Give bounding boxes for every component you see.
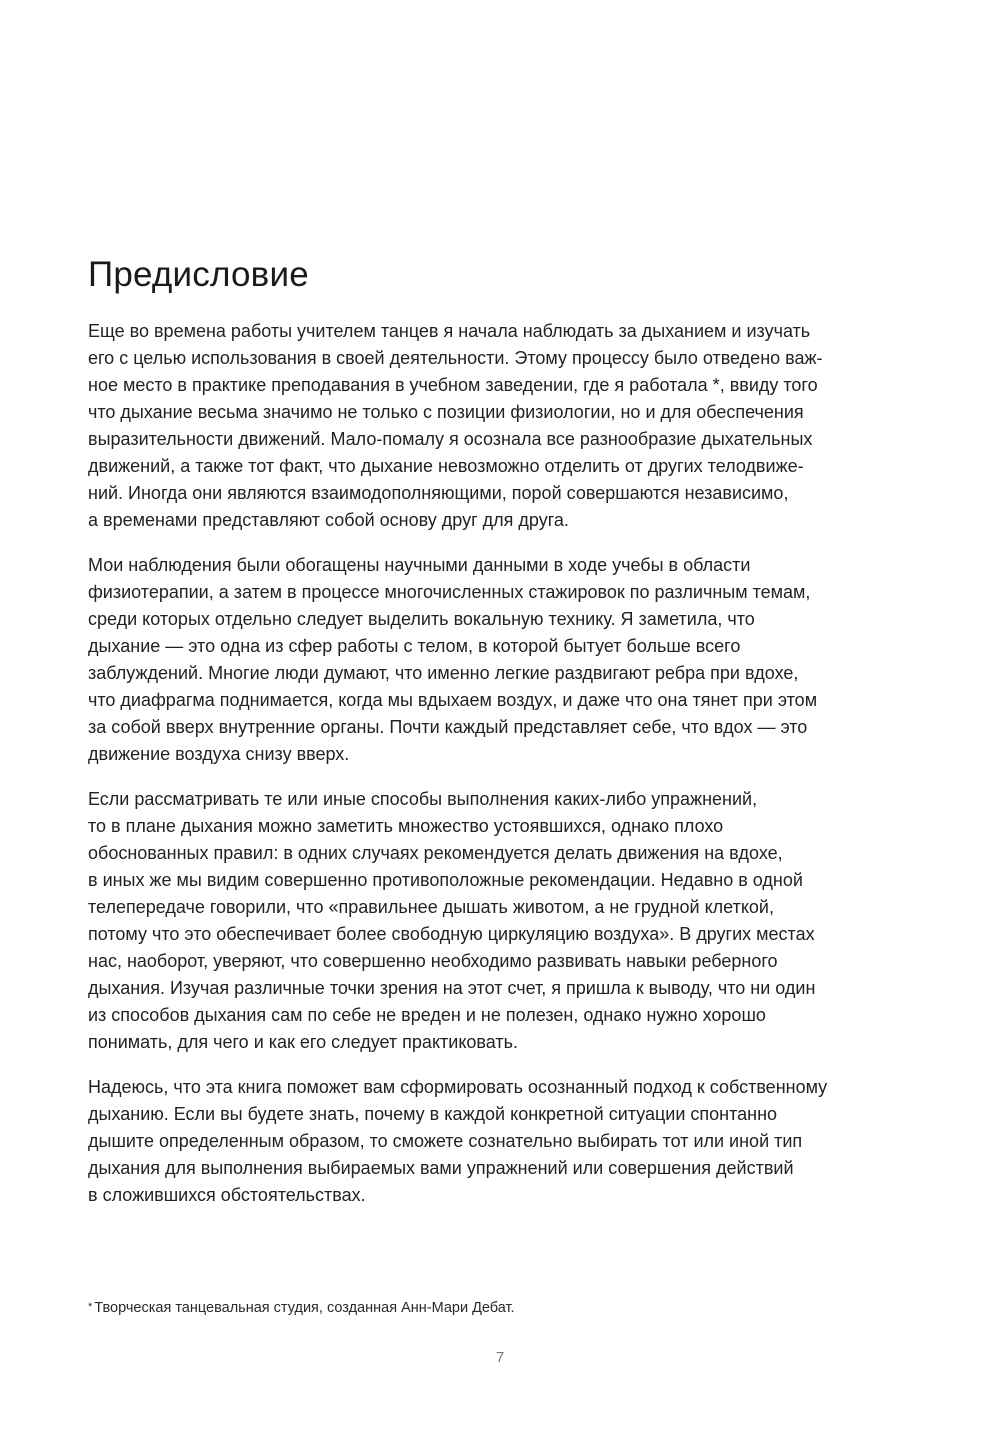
text-line: Мои наблюдения были обогащены научными данными в ходе учебы в области [88,555,751,575]
text-line: нас, наоборот, уверяют, что совершенно необходимо развивать навыки реберного [88,951,778,971]
text-line: выразительности движений. Мало-помалу я осознала все разнообразие дыхательных [88,429,813,449]
text-line: ний. Иногда они являются взаимодополняющими, порой совершаются независимо, [88,483,789,503]
text-line: дышите определенным образом, то сможете сознательно выбирать тот или иной тип [88,1131,803,1151]
paragraph-1 [88,318,900,534]
text-line: дыхания для выполнения выбираемых вами упражнений или совершения действий [88,1158,794,1178]
text-line: дыханию. Если вы будете знать, почему в каждой конкретной ситуации спонтанно [88,1104,778,1124]
text-line: движение воздуха снизу вверх. [88,744,350,764]
text-line: дыхания. Изучая различные точки зрения на этот счет, я пришла к выводу, что ни один [88,978,816,998]
paragraph-3 [88,786,900,1056]
text-line: Еще во времена работы учителем танцев я начала наблюдать за дыханием и изучать [88,321,811,341]
text-line: физиотерапии, а затем в процессе многочисленных стажировок по различным темам, [88,582,811,602]
paragraph-4 [88,1074,900,1209]
footnote [88,1298,515,1318]
preface-body [88,318,900,1227]
footnote-mark: * [88,1301,93,1313]
text-line: заблуждений. Многие люди думают, что именно легкие раздвигают ребра при вдохе, [88,663,799,683]
text-line: за собой вверх внутренние органы. Почти каждый представляет себе, что вдох — это [88,717,808,737]
text-line: а временами представляют собой основу друг для друга. [88,510,569,530]
text-line: телепередаче говорили, что «правильнее дышать животом, а не грудной клеткой, [88,897,774,917]
page-title: Предисловие [88,255,309,294]
text-line: потому что это обеспечивает более свободную циркуляцию воздуха». В других местах [88,924,815,944]
page-number: 7 [495,1349,505,1366]
text-line: движений, а также тот факт, что дыхание невозможно отделить от других телодвиже- [88,456,804,476]
text-line: среди которых отдельно следует выделить вокальную технику. Я заметила, что [88,609,755,629]
paragraph-2 [88,552,900,768]
text-line: из способов дыхания сам по себе не вреден и не полезен, однако нужно хорошо [88,1005,766,1025]
text-line: что дыхание весьма значимо не только с позиции физиологии, но и для обеспечения [88,402,804,422]
text-line: что диафрагма поднимается, когда мы вдыхаем воздух, и даже что она тянет при этом [88,690,818,710]
text-line: Надеюсь, что эта книга поможет вам сформировать осознанный подход к собственному [88,1077,828,1097]
text-line: понимать, для чего и как его следует практиковать. [88,1032,519,1052]
text-line: то в плане дыхания можно заметить множество устоявшихся, однако плохо [88,816,724,836]
text-line: дыхание — это одна из сфер работы с телом, в которой бытует больше всего [88,636,741,656]
text-line: в иных же мы видим совершенно противоположные рекомендации. Недавно в одной [88,870,803,890]
text-line: Если рассматривать те или иные способы выполнения каких-либо упражнений, [88,789,758,809]
text-line: обоснованных правил: в одних случаях рекомендуется делать движения на вдохе, [88,843,783,863]
text-line: его с целью использования в своей деятельности. Этому процессу было отведено важ- [88,348,823,368]
text-line: в сложившихся обстоятельствах. [88,1185,366,1205]
footnote-text: Творческая танцевальная студия, созданная Анн-Мари Дебат. [94,1300,515,1316]
text-line: ное место в практике преподавания в учебном заведении, где я работала *, ввиду того [88,375,818,395]
